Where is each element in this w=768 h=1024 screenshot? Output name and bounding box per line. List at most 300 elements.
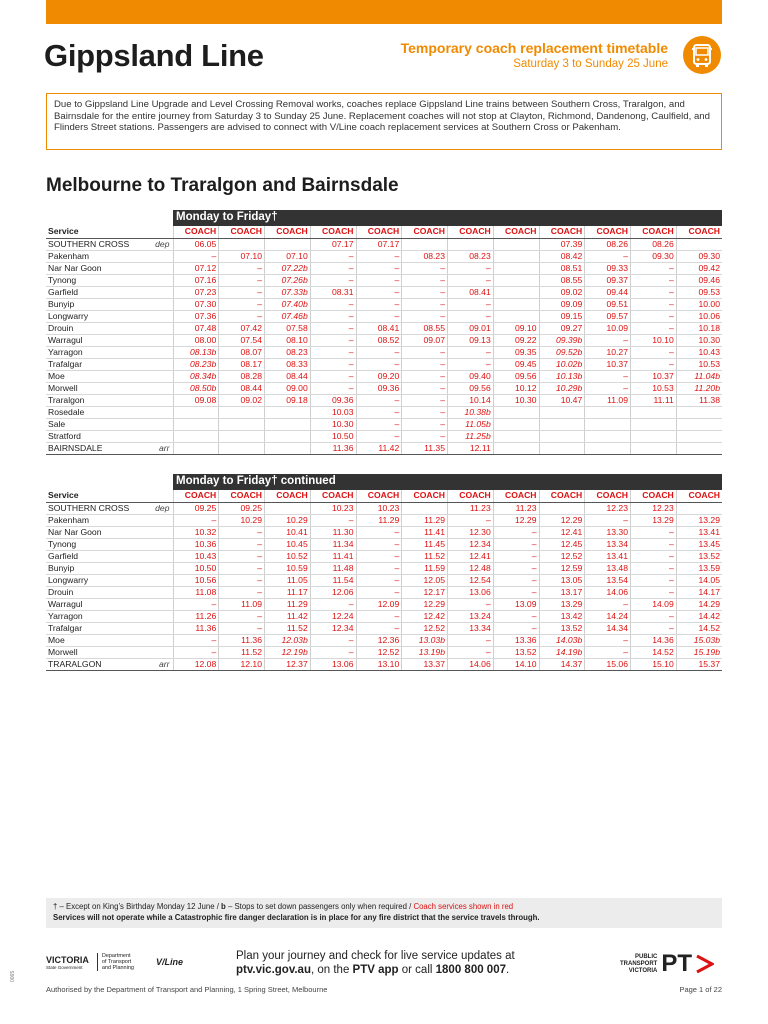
time-cell: –: [585, 370, 631, 382]
time-cell: 09.25: [219, 502, 265, 514]
footnote-line-2: Services will not operate while a Catastrophic fire danger declaration is in place for any fire district that the service travels through.: [53, 913, 540, 922]
time-cell: 11.48: [310, 562, 356, 574]
time-cell: 11.09: [585, 394, 631, 406]
time-cell: –: [631, 574, 677, 586]
time-cell: 11.09: [219, 598, 265, 610]
time-cell: 10.32: [173, 526, 219, 538]
time-cell: [219, 406, 265, 418]
time-cell: 14.05: [676, 574, 722, 586]
time-cell: 14.17: [676, 586, 722, 598]
time-cell: 08.52: [356, 334, 402, 346]
time-cell: [585, 442, 631, 454]
time-cell: [585, 430, 631, 442]
time-cell: 11.34: [310, 538, 356, 550]
time-cell: 11.25b: [448, 430, 494, 442]
stop-name: Longwarry: [48, 574, 89, 585]
stop-row: [46, 358, 722, 370]
time-cell: 08.10: [265, 334, 311, 346]
time-cell: 08.55: [539, 274, 585, 286]
stop-name: Trafalgar: [48, 358, 83, 369]
time-cell: 12.19b: [265, 646, 311, 658]
time-cell: [493, 250, 539, 262]
ptv-arrow-icon: [696, 953, 714, 975]
subtitle-main: Temporary coach replacement timetable: [400, 40, 668, 56]
time-cell: 10.53: [676, 358, 722, 370]
service-type-header: COACH: [219, 226, 265, 238]
stop-name: Warragul: [48, 598, 83, 609]
time-cell: –: [585, 334, 631, 346]
time-cell: 13.41: [676, 526, 722, 538]
time-cell: 09.42: [676, 262, 722, 274]
time-cell: 07.22b: [265, 262, 311, 274]
time-cell: 12.42: [402, 610, 448, 622]
time-cell: 09.30: [631, 250, 677, 262]
time-cell: 10.14: [448, 394, 494, 406]
stop-row: [46, 586, 722, 598]
time-cell: –: [631, 298, 677, 310]
time-cell: 14.37: [539, 658, 585, 670]
time-cell: 07.42: [219, 322, 265, 334]
stop-name: Tynong: [48, 274, 77, 285]
time-cell: 07.39: [539, 238, 585, 250]
time-cell: 07.46b: [265, 310, 311, 322]
time-cell: 13.59: [676, 562, 722, 574]
stop-name: Drouin: [48, 586, 74, 597]
vline-logo: V/Line: [155, 957, 183, 967]
time-cell: [676, 502, 722, 514]
service-type-header: COACH: [219, 490, 265, 502]
time-cell: 10.02b: [539, 358, 585, 370]
stop-row: [46, 346, 722, 358]
time-cell: 07.10: [265, 250, 311, 262]
time-cell: –: [310, 514, 356, 526]
time-cell: 12.11: [448, 442, 494, 454]
stop-name: Stratford: [48, 430, 81, 441]
time-cell: 12.17: [402, 586, 448, 598]
time-cell: 10.37: [631, 370, 677, 382]
time-cell: 13.41: [585, 550, 631, 562]
time-cell: 14.29: [676, 598, 722, 610]
time-cell: 12.34: [448, 538, 494, 550]
time-cell: –: [402, 394, 448, 406]
time-cell: –: [219, 550, 265, 562]
service-type-header: COACH: [310, 226, 356, 238]
time-cell: 07.10: [219, 250, 265, 262]
service-label: Service: [46, 490, 173, 502]
time-cell: 10.18: [676, 322, 722, 334]
stop-row: [46, 262, 722, 274]
logos: [46, 948, 183, 976]
section-title: Melbourne to Traralgon and Bairnsdale: [46, 175, 399, 196]
time-cell: 13.45: [676, 538, 722, 550]
time-cell: 12.52: [539, 550, 585, 562]
time-cell: 08.51: [539, 262, 585, 274]
time-cell: 09.08: [173, 394, 219, 406]
time-cell: 08.33: [265, 358, 311, 370]
stop-name: Nar Nar Goon: [48, 526, 102, 537]
time-cell: –: [448, 310, 494, 322]
time-cell: –: [493, 550, 539, 562]
time-cell: –: [310, 634, 356, 646]
time-cell: 09.46: [676, 274, 722, 286]
time-cell: –: [356, 418, 402, 430]
time-cell: 11.35: [402, 442, 448, 454]
time-cell: [585, 406, 631, 418]
time-cell: 11.36: [173, 622, 219, 634]
time-cell: –: [173, 598, 219, 610]
time-cell: 10.12: [493, 382, 539, 394]
time-cell: [676, 442, 722, 454]
stop-row: [46, 406, 722, 418]
time-cell: 07.17: [310, 238, 356, 250]
time-cell: 07.17: [356, 238, 402, 250]
stop-name: Nar Nar Goon: [48, 262, 102, 273]
stop-name: Moe: [48, 634, 65, 645]
time-cell: –: [631, 346, 677, 358]
time-cell: –: [493, 622, 539, 634]
time-cell: 11.29: [356, 514, 402, 526]
stop-row: [46, 394, 722, 406]
time-cell: [402, 502, 448, 514]
service-type-header: COACH: [402, 490, 448, 502]
time-cell: 10.27: [585, 346, 631, 358]
time-cell: 12.10: [219, 658, 265, 670]
stop-name: Pakenham: [48, 250, 90, 261]
stop-row: [46, 514, 722, 526]
time-cell: 08.42: [539, 250, 585, 262]
stop-row: [46, 322, 722, 334]
time-cell: –: [631, 550, 677, 562]
time-cell: 10.50: [173, 562, 219, 574]
time-cell: 11.41: [402, 526, 448, 538]
time-cell: –: [356, 262, 402, 274]
time-cell: 08.23b: [173, 358, 219, 370]
time-cell: 07.23: [173, 286, 219, 298]
time-cell: 11.29: [402, 514, 448, 526]
time-cell: 07.26b: [265, 274, 311, 286]
time-cell: –: [493, 586, 539, 598]
time-cell: 09.30: [676, 250, 722, 262]
time-cell: –: [356, 526, 402, 538]
time-cell: –: [356, 430, 402, 442]
time-cell: –: [219, 610, 265, 622]
time-cell: [539, 430, 585, 442]
time-cell: 08.17: [219, 358, 265, 370]
time-cell: 09.56: [493, 370, 539, 382]
service-type-header: COACH: [585, 490, 631, 502]
time-cell: –: [448, 346, 494, 358]
time-cell: –: [356, 346, 402, 358]
time-cell: 07.54: [219, 334, 265, 346]
time-cell: 12.41: [539, 526, 585, 538]
service-type-header: COACH: [265, 490, 311, 502]
time-cell: –: [173, 634, 219, 646]
time-cell: –: [585, 514, 631, 526]
time-cell: 12.29: [539, 514, 585, 526]
time-cell: 13.37: [402, 658, 448, 670]
time-cell: –: [219, 526, 265, 538]
stop-name: Moe: [48, 370, 65, 381]
time-cell: 08.23: [265, 346, 311, 358]
timetable-subtitle: [401, 40, 668, 70]
victoria-logo: VICTORIA State Government: [46, 954, 89, 970]
time-cell: 10.29: [219, 514, 265, 526]
time-cell: –: [493, 562, 539, 574]
stop-name: Yarragon: [48, 610, 83, 621]
time-cell: 10.37: [585, 358, 631, 370]
time-cell: –: [402, 382, 448, 394]
time-cell: –: [356, 586, 402, 598]
plan-journey-text: Plan your journey and check for live service updates at ptv.vic.gov.au, on the PTV app or call 1800 800 007.: [236, 950, 515, 976]
time-cell: 11.45: [402, 538, 448, 550]
service-type-header: COACH: [356, 490, 402, 502]
service-type-header: COACH: [265, 226, 311, 238]
time-cell: 13.06: [310, 658, 356, 670]
time-cell: 14.19b: [539, 646, 585, 658]
time-cell: –: [448, 358, 494, 370]
service-type-header: COACH: [631, 490, 677, 502]
time-cell: 09.01: [448, 322, 494, 334]
time-cell: 09.15: [539, 310, 585, 322]
time-cell: 11.41: [310, 550, 356, 562]
time-cell: [631, 418, 677, 430]
time-cell: 11.59: [402, 562, 448, 574]
time-cell: 09.53: [676, 286, 722, 298]
time-cell: –: [356, 298, 402, 310]
time-cell: 09.51: [585, 298, 631, 310]
time-cell: –: [310, 346, 356, 358]
stop-row: [46, 502, 722, 514]
time-cell: 08.50b: [173, 382, 219, 394]
time-cell: [493, 286, 539, 298]
time-cell: –: [356, 310, 402, 322]
time-cell: 11.36: [219, 634, 265, 646]
ptv-phone-number[interactable]: 1800 800 007: [435, 964, 506, 976]
time-cell: 14.34: [585, 622, 631, 634]
time-cell: 09.45: [493, 358, 539, 370]
time-cell: 11.11: [631, 394, 677, 406]
time-cell: 08.44: [265, 370, 311, 382]
stop-row: [46, 574, 722, 586]
time-cell: 14.24: [585, 610, 631, 622]
time-cell: 13.29: [631, 514, 677, 526]
time-cell: –: [402, 298, 448, 310]
time-cell: –: [356, 250, 402, 262]
time-cell: 14.52: [631, 646, 677, 658]
time-cell: 09.35: [493, 346, 539, 358]
time-cell: 10.23: [356, 502, 402, 514]
time-cell: [539, 442, 585, 454]
stop-row: [46, 610, 722, 622]
time-cell: 06.05: [173, 238, 219, 250]
time-cell: 13.36: [493, 634, 539, 646]
time-cell: –: [631, 274, 677, 286]
time-cell: 09.18: [265, 394, 311, 406]
timetable-2-band: Monday to Friday† continued: [173, 474, 722, 490]
time-cell: 08.41: [356, 322, 402, 334]
stop-name: Sale: [48, 418, 66, 429]
time-cell: 12.08: [173, 658, 219, 670]
time-cell: 11.17: [265, 586, 311, 598]
time-cell: 11.29: [265, 598, 311, 610]
time-cell: –: [356, 550, 402, 562]
stop-name: Rosedale: [48, 406, 85, 417]
time-cell: –: [219, 538, 265, 550]
dep-arr-label: arr: [158, 442, 170, 453]
time-cell: 13.17: [539, 586, 585, 598]
time-cell: 12.52: [402, 622, 448, 634]
stop-name: Trafalgar: [48, 622, 83, 633]
time-cell: [493, 418, 539, 430]
time-cell: 11.52: [219, 646, 265, 658]
stop-row: [46, 334, 722, 346]
stop-row: [46, 646, 722, 658]
timetable-1-table: [46, 226, 722, 455]
time-cell: [539, 418, 585, 430]
time-cell: –: [402, 262, 448, 274]
time-cell: 12.36: [356, 634, 402, 646]
time-cell: 11.30: [310, 526, 356, 538]
time-cell: 12.05: [402, 574, 448, 586]
time-cell: 11.05: [265, 574, 311, 586]
time-cell: –: [402, 310, 448, 322]
time-cell: –: [631, 310, 677, 322]
time-cell: –: [402, 358, 448, 370]
time-cell: 09.56: [448, 382, 494, 394]
dept-transport-logo: Department of Transport and Planning: [97, 953, 134, 971]
authorised-statement: Authorised by the Department of Transport and Planning, 1 Spring Street, Melbourne: [46, 985, 328, 994]
time-cell: –: [356, 538, 402, 550]
stop-name: SOUTHERN CROSS: [48, 502, 130, 513]
time-cell: –: [219, 310, 265, 322]
time-cell: 13.54: [585, 574, 631, 586]
service-type-header: COACH: [173, 490, 219, 502]
stop-name: Tynong: [48, 538, 77, 549]
time-cell: 10.30: [310, 418, 356, 430]
time-cell: 07.12: [173, 262, 219, 274]
time-cell: 10.29b: [539, 382, 585, 394]
time-cell: 07.33b: [265, 286, 311, 298]
time-cell: 13.10: [356, 658, 402, 670]
time-cell: 11.38: [676, 394, 722, 406]
time-cell: 08.31: [310, 286, 356, 298]
time-cell: –: [219, 298, 265, 310]
time-cell: [173, 406, 219, 418]
time-cell: 12.09: [356, 598, 402, 610]
time-cell: 12.45: [539, 538, 585, 550]
time-cell: 13.19b: [402, 646, 448, 658]
time-cell: –: [402, 286, 448, 298]
time-cell: –: [219, 562, 265, 574]
time-cell: [219, 442, 265, 454]
time-cell: –: [631, 526, 677, 538]
time-cell: 14.36: [631, 634, 677, 646]
time-cell: 10.41: [265, 526, 311, 538]
footnote-line-1: † – Except on King’s Birthday Monday 12 June / b – Stops to set down passengers only when required / Coach services shown in red: [53, 902, 514, 911]
time-cell: 07.48: [173, 322, 219, 334]
service-type-header: COACH: [448, 226, 494, 238]
service-type-header: COACH: [539, 226, 585, 238]
time-cell: –: [219, 586, 265, 598]
stop-name: Morwell: [48, 646, 78, 657]
time-cell: –: [310, 274, 356, 286]
time-cell: 10.06: [676, 310, 722, 322]
time-cell: 10.52: [265, 550, 311, 562]
time-cell: [265, 502, 311, 514]
time-cell: –: [585, 646, 631, 658]
time-cell: 12.52: [356, 646, 402, 658]
time-cell: 09.40: [448, 370, 494, 382]
time-cell: [585, 418, 631, 430]
time-cell: –: [631, 562, 677, 574]
stop-name: Pakenham: [48, 514, 90, 525]
top-accent-bar: [46, 0, 722, 24]
time-cell: 12.23: [631, 502, 677, 514]
page-number: Page 1 of 22: [679, 985, 722, 994]
service-type-header: COACH: [402, 226, 448, 238]
time-cell: 13.29: [676, 514, 722, 526]
stop-name: Garfield: [48, 550, 79, 561]
time-cell: [219, 238, 265, 250]
stop-row: [46, 658, 722, 670]
time-cell: 09.22: [493, 334, 539, 346]
ptv-logo: PUBLIC TRANSPORT VICTORIA PT: [620, 950, 714, 978]
time-cell: [676, 238, 722, 250]
stop-row: [46, 274, 722, 286]
service-type-header: COACH: [173, 226, 219, 238]
time-cell: –: [310, 334, 356, 346]
time-cell: [493, 274, 539, 286]
time-cell: 07.16: [173, 274, 219, 286]
time-cell: –: [493, 574, 539, 586]
time-cell: 07.30: [173, 298, 219, 310]
time-cell: 10.50: [310, 430, 356, 442]
time-cell: 10.43: [173, 550, 219, 562]
time-cell: –: [356, 406, 402, 418]
stop-name: BAIRNSDALE: [48, 442, 103, 453]
stop-row: [46, 562, 722, 574]
time-cell: –: [219, 622, 265, 634]
time-cell: 12.23: [585, 502, 631, 514]
service-type-header: COACH: [493, 226, 539, 238]
time-cell: 10.47: [539, 394, 585, 406]
time-cell: 10.36: [173, 538, 219, 550]
stop-row: [46, 298, 722, 310]
time-cell: 10.29: [265, 514, 311, 526]
time-cell: –: [631, 538, 677, 550]
time-cell: [265, 418, 311, 430]
time-cell: –: [356, 622, 402, 634]
time-cell: 09.09: [539, 298, 585, 310]
ptv-website-link[interactable]: ptv.vic.gov.au: [236, 964, 311, 976]
time-cell: –: [631, 358, 677, 370]
time-cell: –: [310, 382, 356, 394]
footnote: [46, 898, 722, 928]
time-cell: –: [448, 598, 494, 610]
time-cell: –: [310, 262, 356, 274]
time-cell: 11.26: [173, 610, 219, 622]
time-cell: –: [219, 262, 265, 274]
time-cell: [631, 442, 677, 454]
time-cell: [493, 310, 539, 322]
time-cell: 15.10: [631, 658, 677, 670]
time-cell: 09.25: [173, 502, 219, 514]
time-cell: 09.57: [585, 310, 631, 322]
time-cell: [676, 430, 722, 442]
time-cell: 14.10: [493, 658, 539, 670]
time-cell: 09.07: [402, 334, 448, 346]
time-cell: 08.34b: [173, 370, 219, 382]
